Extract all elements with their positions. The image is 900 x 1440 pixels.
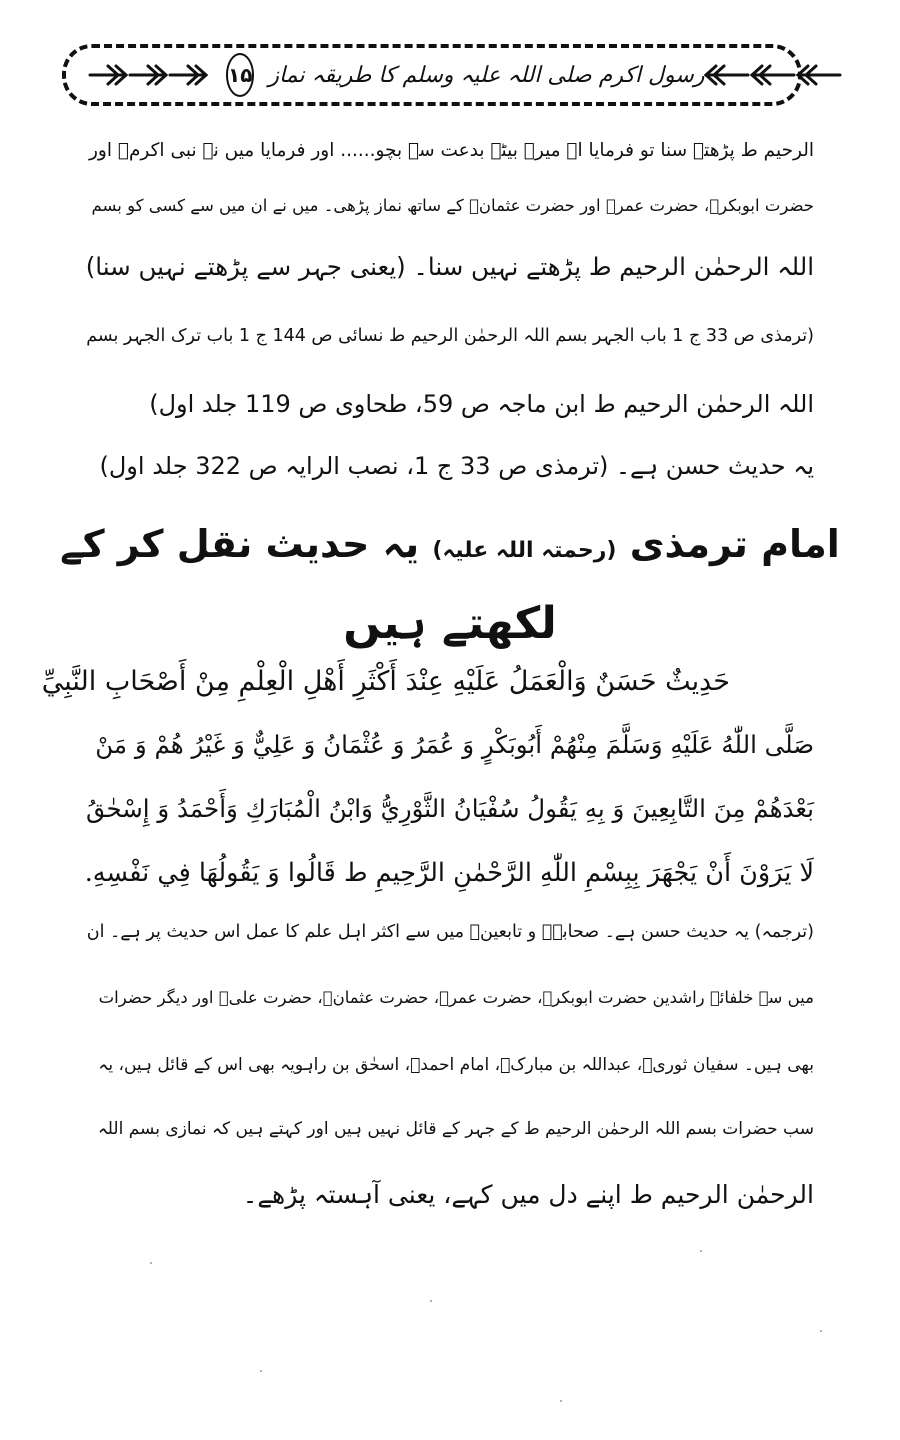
running-header-title: رسول اکرم صلی اللہ علیہ وسلم کا طریقہ نماز [268,62,705,88]
heading-honorific: (رحمتہ اللہ علیہ) [432,538,617,563]
reference-line-1: (ترمذی ص 33 ج 1 باب الجہر بسم اللہ الرحمٰن الرحیم ط نسائی ص 144 ج 1 باب ترک الجہر بسم [86,326,814,346]
page-header-banner [62,44,802,106]
translation-line-4: سب حضرات بسم اللہ الرحمٰن الرحیم ط کے جہر کے قائل نہیں ہیں اور کہتے ہیں کہ نمازی بسم اللہ [97,1119,814,1139]
translation-line-1: (ترجمہ) یہ حدیث حسن ہے۔ صحابہؓ و تابعینؒ میں سے اکثر اہل علم کا عمل اس حدیث پر ہے۔ ان [86,922,814,942]
translation-line-3: بھی ہیں۔ سفیان ثوریؒ، عبداللہ بن مبارکؒ، امام احمدؒ، اسحٰق بن راہویہ بھی اس کے قائل ہیں، یہ [98,1055,814,1075]
scan-speck [700,1250,702,1252]
arrow-ornament-icon [88,62,208,88]
scan-speck [150,1262,152,1264]
scan-speck [560,1400,562,1402]
reference-line-3: یہ حدیث حسن ہے۔ (ترمذی ص 33 ج 1، نصب الرایہ ص 322 جلد اول) [99,452,814,480]
heading-rest: یہ حدیث نقل کر کے [60,522,420,566]
arabic-quote-line-1: حَدِيثٌ حَسَنٌ وَالْعَمَلُ عَلَيْهِ عِنْدَ أَكْثَرِ أَهْلِ الْعِلْمِ مِنْ أَصْحَابِ النَّبِيِّ [41,666,730,697]
translation-line-5: الرحمٰن الرحیم ط اپنے دل میں کہے، یعنی آہستہ پڑھے۔ [242,1180,814,1209]
arabic-quote-line-3: بَعْدَهُمْ مِنَ التَّابِعِينَ وَ بِهِ يَقُولُ سُفْيَانُ الثَّوْرِيُّ وَابْنُ الْمُبَارَكِ وَأَحْمَدُ وَ إِسْحٰقُ [86,794,814,823]
arrow-ornament-icon [704,62,844,88]
reference-line-2: اللہ الرحمٰن الرحیم ط ابن ماجہ ص 59، طحاوی ص 119 جلد اول) [149,390,814,418]
section-heading-line-2: لکھتے ہیں [343,598,557,649]
scan-speck [820,1330,822,1332]
right-arrow-ornament [704,62,844,88]
heading-name: امام ترمذی [629,522,840,566]
translation-line-2: میں سے خلفائے راشدین حضرت ابوبکرؓ، حضرت عمرؓ، حضرت عثمانؓ، حضرت علیؓ اور دیگر حضرات [98,988,814,1007]
paragraph-line-1: الرحیم ط پڑھتے سنا تو فرمایا اے میرے بیٹے بدعت سے بچو...... اور فرمایا میں نے نبی اکرمؐ اور [88,140,814,161]
paragraph-line-3: اللہ الرحمٰن الرحیم ط پڑھتے نہیں سنا۔ (یعنی جہر سے پڑھتے نہیں سنا) [85,252,814,281]
arabic-quote-line-2: صَلَّى اللّٰهُ عَلَيْهِ وَسَلَّمَ مِنْهُمْ أَبُوبَكْرٍ وَ عُمَرُ وَ عُثْمَانُ وَ عَلِيٌّ وَ غَيْرُ هُمْ وَ مَنْ [95,730,814,759]
left-arrow-ornament [88,62,208,88]
scan-speck [260,1370,262,1372]
arabic-quote-line-4: لَا يَرَوْنَ أَنْ يَجْهَرَ بِبِسْمِ اللّٰهِ الرَّحْمٰنِ الرَّحِيمِ ط قَالُوا وَ يَقُولُهَا فِي نَفْسِهِ. [84,858,814,888]
section-heading-line-1 [60,522,840,566]
paragraph-line-2: حضرت ابوبکرؓ، حضرت عمرؓ اور حضرت عثمانؓ کے ساتھ نماز پڑھی۔ میں نے ان میں سے کسی کو بسم [91,196,814,215]
page-number: ۱۵ [226,53,254,97]
scan-speck [430,1300,432,1302]
